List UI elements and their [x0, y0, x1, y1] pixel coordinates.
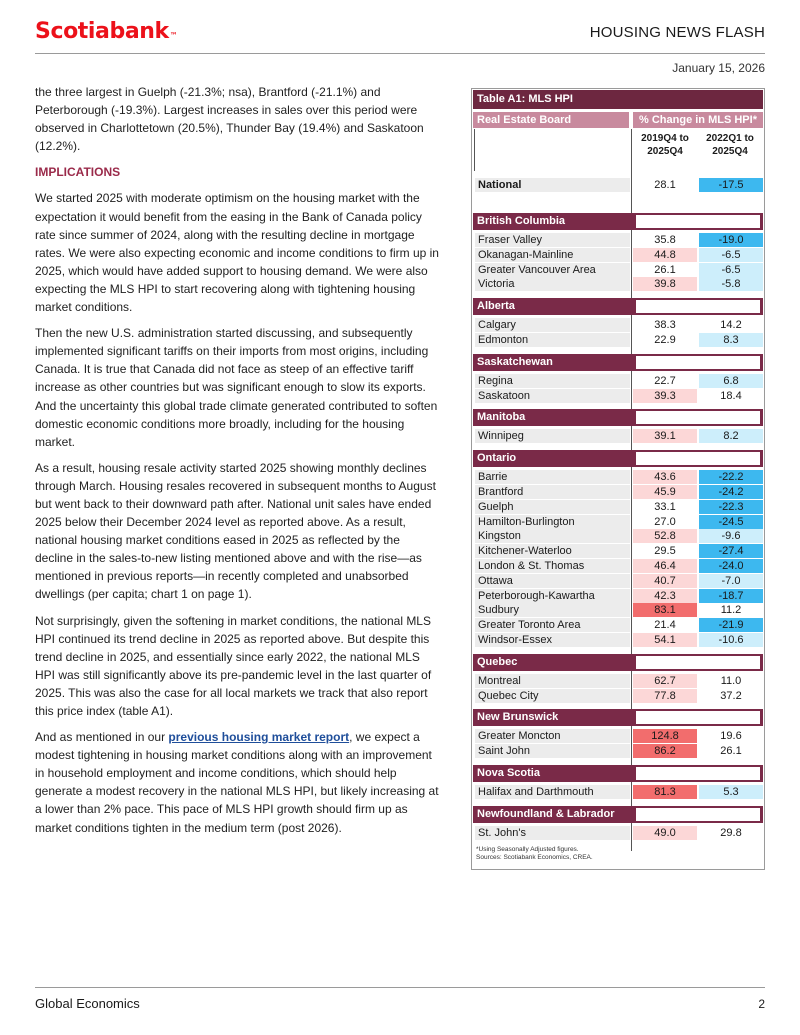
- change-2019q4-value: 83.1: [633, 603, 697, 617]
- change-2022q1-value: 29.8: [699, 826, 763, 840]
- region-header-blank: [635, 807, 761, 822]
- change-2019q4-value: 35.8: [633, 233, 697, 247]
- table-row: [473, 233, 763, 247]
- subheader-2019q4-line1: 2019Q4 to: [641, 133, 689, 144]
- header-left-rule: [474, 129, 475, 171]
- change-2019q4-value: 124.8: [633, 729, 697, 743]
- change-2019q4-value: 46.4: [633, 559, 697, 573]
- change-2019q4-value: 42.3: [633, 589, 697, 603]
- table-row: [473, 470, 763, 484]
- header-divider: [35, 53, 765, 54]
- table-row: [473, 485, 763, 499]
- change-2022q1-value: -19.0: [699, 233, 763, 247]
- change-2022q1-value: -27.4: [699, 544, 763, 558]
- change-2019q4-value: 33.1: [633, 500, 697, 514]
- article-body: [35, 83, 439, 845]
- table-row: [473, 333, 763, 347]
- region-header-blank: [635, 451, 761, 466]
- board-name: Calgary: [475, 318, 630, 332]
- board-name: Kingston: [475, 529, 630, 543]
- change-2019q4-value: 52.8: [633, 529, 697, 543]
- region-header: [473, 354, 763, 371]
- board-name: National: [475, 178, 630, 192]
- region-header: [473, 806, 763, 823]
- table-title: Table A1: MLS HPI: [473, 90, 763, 109]
- subheader-2022q1-line2: 2025Q4: [712, 146, 748, 157]
- table-row: [473, 689, 763, 703]
- subheader-2019q4-line2: 2025Q4: [647, 146, 683, 157]
- region-header-blank: [635, 214, 761, 229]
- table-row: [473, 785, 763, 799]
- change-2022q1-value: 37.2: [699, 689, 763, 703]
- board-name: Saint John: [475, 744, 630, 758]
- region-header-blank: [635, 299, 761, 314]
- change-2019q4-value: 39.3: [633, 389, 697, 403]
- board-name: Greater Toronto Area: [475, 618, 630, 632]
- change-2019q4-value: 26.1: [633, 263, 697, 277]
- table-row: [473, 744, 763, 758]
- paragraph-6: [35, 728, 439, 837]
- board-name: Victoria: [475, 277, 630, 291]
- logo-trademark: ™: [169, 31, 178, 40]
- table-footnote: *Using Seasonally Adjusted figures.: [476, 845, 579, 853]
- change-2022q1-value: 11.2: [699, 603, 763, 617]
- paragraph-2: We started 2025 with moderate optimism on the housing market with the expectation it would benefit from the easing in the Bank of Canada policy rate since summer of 2024, along with the resulting decline in mortgage rates. We were also expecting economic and income conditions to firm up in 2025, which would have added support to housing demand. We were also expecting the MLS HPI to start recovering along with tightening housing market conditions.: [35, 191, 439, 315]
- region-header-blank: [635, 355, 761, 370]
- board-name: Ottawa: [475, 574, 630, 588]
- region-header-blank: [635, 655, 761, 670]
- region-header: [473, 765, 763, 782]
- table-row: [473, 515, 763, 529]
- mls-hpi-table: [471, 88, 765, 870]
- change-2019q4-value: 45.9: [633, 485, 697, 499]
- change-2022q1-value: -5.8: [699, 277, 763, 291]
- table-row: [473, 389, 763, 403]
- region-header: [473, 450, 763, 467]
- change-2022q1-value: -18.7: [699, 589, 763, 603]
- board-name: St. John's: [475, 826, 630, 840]
- table-row: [473, 633, 763, 647]
- change-2019q4-value: 44.8: [633, 248, 697, 262]
- region-header-blank: [635, 710, 761, 725]
- paragraph-5: Not surprisingly, given the softening in market conditions, the national MLS HPI continued its trend decline in 2025 as reported above. But despite this trend decline in 2025, and essentially since early 2022, the national MLS HPI was still significantly above its pre-pandemic level in the last quarter of 2025. This was also the case for all local markets we track that also report this price index (table A1).: [35, 613, 432, 718]
- change-2022q1-value: -22.3: [699, 500, 763, 514]
- change-2022q1-value: 19.6: [699, 729, 763, 743]
- previous-report-link[interactable]: previous housing market report: [168, 730, 350, 745]
- table-row: [473, 429, 763, 443]
- change-2022q1-value: 14.2: [699, 318, 763, 332]
- region-header: [473, 409, 763, 426]
- paragraph-1: the three largest in Guelph (-21.3%; nsa), Brantford (-21.1%) and Peterborough (-19.3%). Largest increases in sales over this period were observed in Charlottetown (20.5%), Thunder Bay (19.4%) and Saskatoon (12.2%).: [35, 85, 424, 154]
- page-number: 2: [758, 997, 765, 1011]
- board-name: Montreal: [475, 674, 630, 688]
- table-row: [473, 263, 763, 277]
- scotiabank-logo: [35, 19, 177, 44]
- region-header-blank: [635, 766, 761, 781]
- change-2019q4-value: 21.4: [633, 618, 697, 632]
- region-name: Quebec: [477, 655, 518, 668]
- change-2022q1-value: 11.0: [699, 674, 763, 688]
- board-name: Winnipeg: [475, 429, 630, 443]
- change-2019q4-value: 39.1: [633, 429, 697, 443]
- change-2022q1-value: -6.5: [699, 248, 763, 262]
- change-2019q4-value: 49.0: [633, 826, 697, 840]
- table-row: [473, 277, 763, 291]
- footer-divider: [35, 987, 765, 988]
- subheader-2022q1: [700, 132, 760, 158]
- change-2019q4-value: 38.3: [633, 318, 697, 332]
- change-2022q1-value: 5.3: [699, 785, 763, 799]
- change-2019q4-value: 40.7: [633, 574, 697, 588]
- board-name: Saskatoon: [475, 389, 630, 403]
- board-name: Guelph: [475, 500, 630, 514]
- board-name: Edmonton: [475, 333, 630, 347]
- change-2022q1-value: 26.1: [699, 744, 763, 758]
- region-header: [473, 654, 763, 671]
- document-title: HOUSING NEWS FLASH: [589, 24, 765, 41]
- region-name: Saskatchewan: [477, 355, 553, 368]
- change-2022q1-value: 6.8: [699, 374, 763, 388]
- change-2022q1-value: -6.5: [699, 263, 763, 277]
- board-name: Peterborough-Kawartha: [475, 589, 630, 603]
- change-2019q4-value: 27.0: [633, 515, 697, 529]
- region-name: Alberta: [477, 300, 515, 313]
- region-name: New Brunswick: [477, 711, 559, 724]
- table-row: [473, 318, 763, 332]
- paragraph-4: As a result, housing resale activity started 2025 showing monthly declines through March. Housing resales recovered in subsequent months to August but went back to their downward path after. National unit sales have ended 2025 below their December 2024 level as reported above. As a result, national housing market conditions eased in 2025 as reflected by the decline in the sales-to-new listing mentioned above and with the rise—as mentioned in previous reports—in recently completed and unabsorbed dwellings (per capita; chart 1 on page 1).: [35, 460, 436, 602]
- region-name: British Columbia: [477, 215, 566, 227]
- paragraph-3: Then the new U.S. administration started discussing, and subsequently implemented significant tariffs on their imports from most origins, including Canada. It is true that Canada did not face as steep of an effective tariff increase as other countries but was significant enough to slow its exports. And the uncertainty this global trade climate generated contributed to soften domestic economic conditions more broadly, including for the housing market.: [35, 326, 438, 449]
- change-2019q4-value: 43.6: [633, 470, 697, 484]
- table-row: [473, 589, 763, 603]
- change-2019q4-value: 22.9: [633, 333, 697, 347]
- change-2022q1-value: 18.4: [699, 389, 763, 403]
- change-2019q4-value: 54.1: [633, 633, 697, 647]
- board-name: Hamilton-Burlington: [475, 515, 630, 529]
- region-header: [473, 213, 763, 230]
- section-heading-implications: IMPLICATIONS: [35, 165, 121, 180]
- footer-department: Global Economics: [35, 996, 140, 1011]
- paragraph-6-rest: , we expect a modest tightening in housing market conditions along with an improvement in household employment and income conditions, which should help generate a modest recovery in the national MLS HPI, but likely increasing at a lower than 2% pace. This pace of MLS HPI growth should firm up as market conditions tighten in the medium term (post 2026).: [35, 730, 439, 835]
- change-2022q1-value: -24.0: [699, 559, 763, 573]
- board-name: Kitchener-Waterloo: [475, 544, 630, 558]
- change-2022q1-value: -17.5: [699, 178, 763, 192]
- table-sources: Sources: Scotiabank Economics, CREA.: [476, 853, 593, 861]
- change-2019q4-value: 29.5: [633, 544, 697, 558]
- subheader-2022q1-line1: 2022Q1 to: [706, 133, 754, 144]
- table-row: [473, 178, 763, 192]
- table-row: [473, 618, 763, 632]
- board-name: Greater Moncton: [475, 729, 630, 743]
- table-row: [473, 826, 763, 840]
- region-name: Manitoba: [477, 411, 526, 424]
- table-row: [473, 248, 763, 262]
- board-name: Halifax and Darthmouth: [475, 785, 630, 799]
- publication-date: January 15, 2026: [672, 61, 765, 75]
- board-name: Fraser Valley: [475, 233, 630, 247]
- table-row: [473, 374, 763, 388]
- change-2022q1-value: -9.6: [699, 529, 763, 543]
- table-row: [473, 544, 763, 558]
- change-2022q1-value: -24.5: [699, 515, 763, 529]
- board-name: Quebec City: [475, 689, 630, 703]
- table-row: [473, 574, 763, 588]
- change-2019q4-value: 39.8: [633, 277, 697, 291]
- region-header-blank: [635, 410, 761, 425]
- board-name: Sudbury: [475, 603, 630, 617]
- board-name: London & St. Thomas: [475, 559, 630, 573]
- paragraph-6-lead: And as mentioned in our: [35, 730, 169, 745]
- table-row: [473, 559, 763, 573]
- change-2019q4-value: 81.3: [633, 785, 697, 799]
- board-name: Barrie: [475, 470, 630, 484]
- subheader-2019q4: [635, 132, 695, 158]
- region-name: Ontario: [477, 452, 517, 465]
- change-2022q1-value: -7.0: [699, 574, 763, 588]
- region-header: [473, 298, 763, 315]
- table-row: [473, 529, 763, 543]
- region-name: Newfoundland & Labrador: [477, 807, 615, 820]
- table-row: [473, 674, 763, 688]
- change-2019q4-value: 28.1: [633, 178, 697, 192]
- board-name: Brantford: [475, 485, 630, 499]
- logo-text: Scotiabank: [35, 19, 169, 44]
- table-row: [473, 603, 763, 617]
- col-header-change: % Change in MLS HPI*: [633, 112, 763, 128]
- region-name: Nova Scotia: [477, 767, 540, 779]
- change-2022q1-value: -10.6: [699, 633, 763, 647]
- change-2019q4-value: 62.7: [633, 674, 697, 688]
- change-2022q1-value: 8.3: [699, 333, 763, 347]
- change-2019q4-value: 22.7: [633, 374, 697, 388]
- change-2022q1-value: -22.2: [699, 470, 763, 484]
- change-2022q1-value: -21.9: [699, 618, 763, 632]
- board-name: Regina: [475, 374, 630, 388]
- board-name: Greater Vancouver Area: [475, 263, 630, 277]
- region-header: [473, 709, 763, 726]
- change-2019q4-value: 86.2: [633, 744, 697, 758]
- change-2022q1-value: 8.2: [699, 429, 763, 443]
- change-2019q4-value: 77.8: [633, 689, 697, 703]
- change-2022q1-value: -24.2: [699, 485, 763, 499]
- board-name: Windsor-Essex: [475, 633, 630, 647]
- table-row: [473, 500, 763, 514]
- board-name: Okanagan-Mainline: [475, 248, 630, 262]
- table-row: [473, 729, 763, 743]
- col-header-board: Real Estate Board: [473, 112, 629, 128]
